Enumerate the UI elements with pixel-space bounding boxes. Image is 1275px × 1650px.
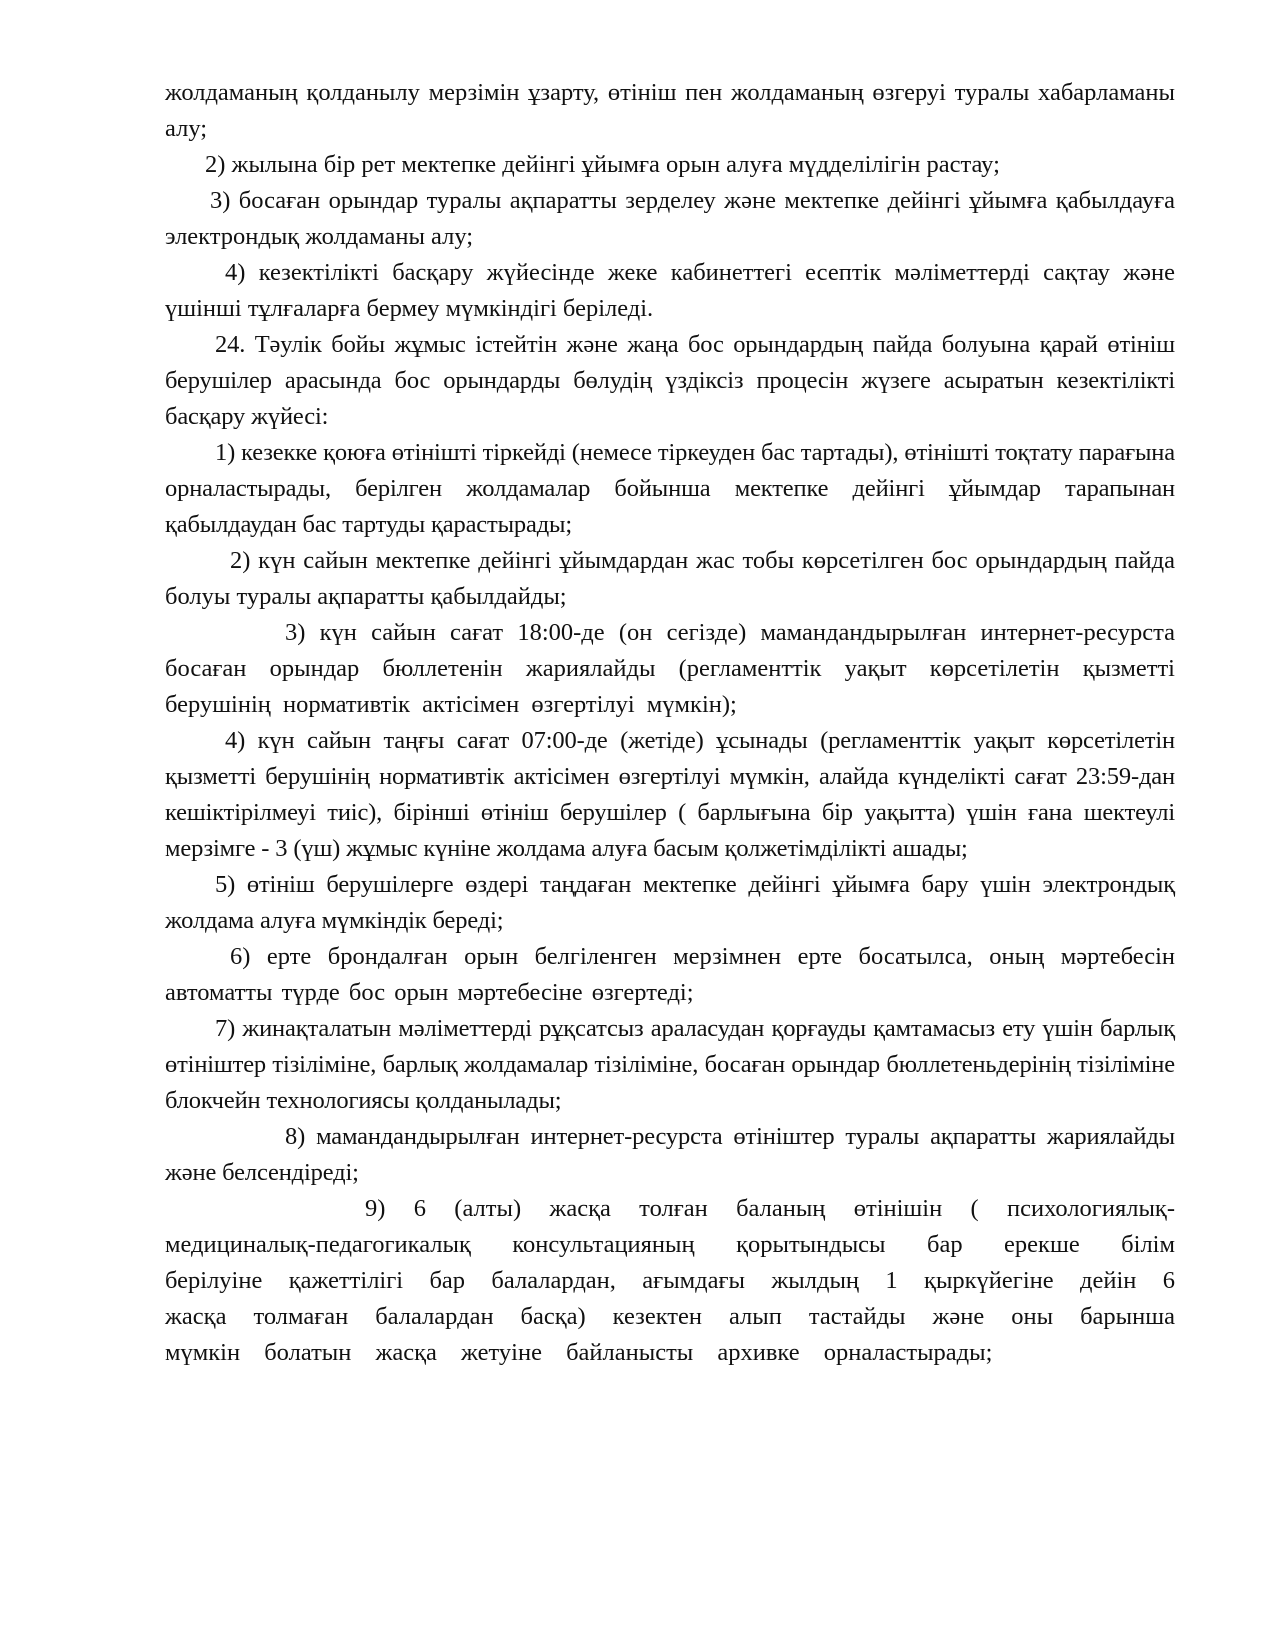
list-item-6: 6) ерте брондалған орын белгіленген мерзімнен ерте босатылса, оның мәртебесін автоматты түрде бос орын мәртебесіне өзгертеді; <box>165 943 1175 1006</box>
list-item-9: 9) 6 (алты) жасқа толған баланың өтінішін ( психологиялық-медициналық-педагогикалық консультацияның қорытындысы бар ерекше білім берілуіне қажеттілігі бар балалардан, ағымдағы жылдың 1 қыркүйегіне дейін 6 жасқа толмаған балалардан басқа) кезектен алып тастайды және оны барынша мүмкін болатын жасқа жетуіне байланысты архивке орналастырады; <box>165 1195 1175 1366</box>
list-item-3: 3) босаған орындар туралы ақпаратты зерделеу және мектепке дейінгі ұйымға қабылдауға электрондық жолдаманы алу; <box>165 187 1175 250</box>
section-24-intro: 24. Тәулік бойы жұмыс істейтін және жаңа бос орындардың пайда болуына қарай өтініш берушілер арасында бос орындарды бөлудің үздіксіз процесін жүзеге асыратын кезектілікті басқару жүйесі: <box>165 331 1175 430</box>
list-item-2b: 2) күн сайын мектепке дейінгі ұйымдардан жас тобы көрсетілген бос орындардың пайда болуы туралы ақпаратты қабылдайды; <box>165 547 1175 610</box>
list-item-3b: 3) күн сайын сағат 18:00-де (он сегізде) мамандандырылған интернет-ресурста босаған орындар бюллетенін жариялайды (регламенттік уақыт көрсетілетін қызметті берушінің нормативтік актісімен өзгертілуі мүмкін); <box>165 619 1175 718</box>
list-item-4b: 4) күн сайын таңғы сағат 07:00-де (жетіде) ұсынады (регламенттік уақыт көрсетілетін қызметті берушінің нормативтік актісімен өзгертілуі мүмкін, алайда күнделікті сағат 23:59-дан кешіктірілмеуі тиіс), бірінші өтініш берушілер ( барлығына бір уақытта) үшін ғана шектеулі мерзімге - 3 (үш) жұмыс күніне жолдама алуға басым қолжетімділікті ашады; <box>165 727 1175 862</box>
list-item-5: 5) өтініш берушілерге өздері таңдаған мектепке дейінгі ұйымға бару үшін электрондық жолдама алуға мүмкіндік береді; <box>165 871 1175 934</box>
document-body <box>165 75 1175 1371</box>
paragraph-continuation: жолдаманың қолданылу мерзімін ұзарту, өтініш пен жолдаманың өзгеруі туралы хабарламаны алу; <box>165 79 1175 142</box>
list-item-4: 4) кезектілікті басқару жүйесінде жеке кабинеттегі есептік мәліметтерді сақтау және үшінші тұлғаларға бермеу мүмкіндігі беріледі. <box>165 259 1175 322</box>
list-item-7: 7) жинақталатын мәліметтерді рұқсатсыз араласудан қорғауды қамтамасыз ету үшін барлық өтініштер тізіліміне, барлық жолдамалар тізіліміне, босаған орындар бюллетеньдерінің тізіліміне блокчейн технологиясы қолданылады; <box>165 1015 1175 1114</box>
list-item-2: 2) жылына бір рет мектепке дейінгі ұйымға орын алуға мүдделілігін растау; <box>205 151 1000 178</box>
list-item-8: 8) мамандандырылған интернет-ресурста өтініштер туралы ақпаратты жариялайды және белсендіреді; <box>165 1123 1175 1186</box>
list-item-1: 1) кезекке қоюға өтінішті тіркейді (немесе тіркеуден бас тартады), өтінішті тоқтату парағына орналастырады, берілген жолдамалар бойынша мектепке дейінгі ұйымдар тарапынан қабылдаудан бас тартуды қарастырады; <box>165 439 1175 538</box>
